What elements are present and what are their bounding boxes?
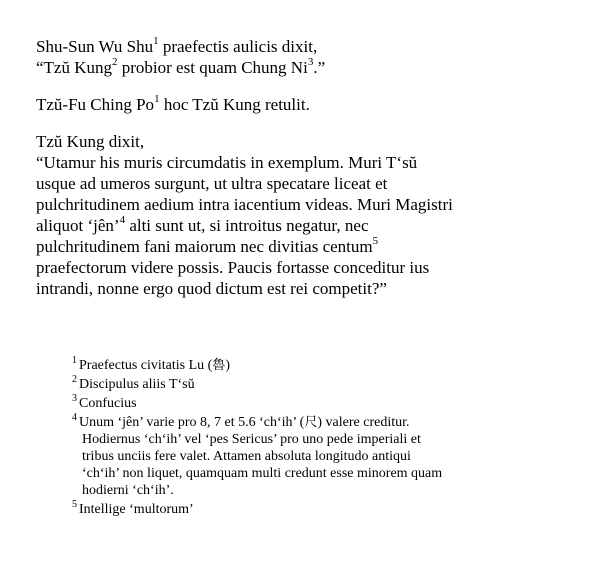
footnote-continuation: hodierni ‘ch‘ih’. bbox=[82, 483, 174, 498]
footnote-5 bbox=[72, 501, 572, 518]
text: pulchritudinem fani maiorum nec divitias centum bbox=[36, 237, 373, 256]
paragraph-1 bbox=[36, 36, 576, 78]
text: Unum ‘jên’ varie pro 8, 7 et 5.6 ‘ch‘ih’ ( bbox=[79, 415, 305, 430]
chinese-character: 尺 bbox=[304, 415, 318, 430]
text: Praefectus civitatis Lu ( bbox=[79, 358, 213, 373]
footnote-number: 5 bbox=[72, 499, 77, 511]
text-line bbox=[36, 94, 576, 115]
footnote-ref: 2 bbox=[112, 56, 118, 69]
footnote-number: 4 bbox=[72, 412, 77, 424]
text-line bbox=[36, 215, 576, 236]
text-line bbox=[36, 36, 576, 57]
text-line: “Utamur his muris circumdatis in exemplum. Muri T‘sŭ bbox=[36, 153, 418, 172]
text: “Tzŭ Kung bbox=[36, 58, 113, 77]
footnote-ref: 1 bbox=[154, 93, 160, 106]
text-line: usque ad umeros surgunt, ut ultra specatare liceat et bbox=[36, 174, 388, 193]
text: ) valere creditur. bbox=[317, 415, 410, 430]
footnote-continuation: Hodiernus ‘ch‘ih’ vel ‘pes Sericus’ pro uno pede imperiali et bbox=[82, 432, 421, 447]
text-line bbox=[36, 57, 576, 78]
text: aliquot ‘jên’ bbox=[36, 216, 120, 235]
footnote-ref: 1 bbox=[153, 35, 159, 48]
paragraph-2 bbox=[36, 94, 576, 115]
text-line: praefectorum videre possis. Paucis fortasse conceditur ius bbox=[36, 258, 430, 277]
chinese-character: 魯 bbox=[212, 358, 226, 373]
footnotes bbox=[72, 357, 572, 520]
text: alti sunt ut, si introitus negatur, nec bbox=[125, 216, 369, 235]
text: Tzŭ-Fu Ching Po bbox=[36, 95, 155, 114]
footnote-ref: 3 bbox=[307, 56, 314, 69]
footnote-2 bbox=[72, 376, 572, 393]
footnote-continuation: tribus unciis fere valet. Attamen absoluta longitudo antiqui bbox=[82, 449, 411, 464]
text: Confucius bbox=[79, 396, 137, 411]
footnote-ref: 5 bbox=[372, 235, 379, 248]
footnote-3 bbox=[72, 395, 572, 412]
text: .” bbox=[313, 58, 326, 77]
text-line: intrandi, nonne ergo quod dictum est rei competit?” bbox=[36, 279, 387, 298]
footnote-1 bbox=[72, 357, 572, 374]
text-line: Tzŭ Kung dixit, bbox=[36, 132, 145, 151]
footnote-continuation: ‘ch‘ih’ non liquet, quamquam multi credunt esse minorem quam bbox=[82, 466, 443, 481]
text: Discipulus aliis T‘sŭ bbox=[79, 377, 195, 392]
text: ) bbox=[225, 358, 231, 373]
main-text bbox=[36, 36, 576, 315]
footnote-number: 3 bbox=[72, 393, 77, 405]
footnote-4 bbox=[72, 414, 572, 499]
paragraph-3 bbox=[36, 131, 576, 299]
text: hoc Tzŭ Kung retulit. bbox=[159, 95, 310, 114]
footnote-number: 1 bbox=[72, 355, 77, 367]
text: Intellige ‘multorum’ bbox=[79, 502, 194, 517]
text: probior est quam Chung Ni bbox=[117, 58, 308, 77]
footnote-number: 2 bbox=[72, 374, 77, 386]
text: Shu-Sun Wu Shu bbox=[36, 37, 154, 56]
footnote-ref: 4 bbox=[119, 214, 126, 227]
text: praefectis aulicis dixit, bbox=[158, 37, 318, 56]
text-line bbox=[36, 236, 576, 257]
text-line: pulchritudinem aedium intra iacentium videas. Muri Magistri bbox=[36, 195, 453, 214]
